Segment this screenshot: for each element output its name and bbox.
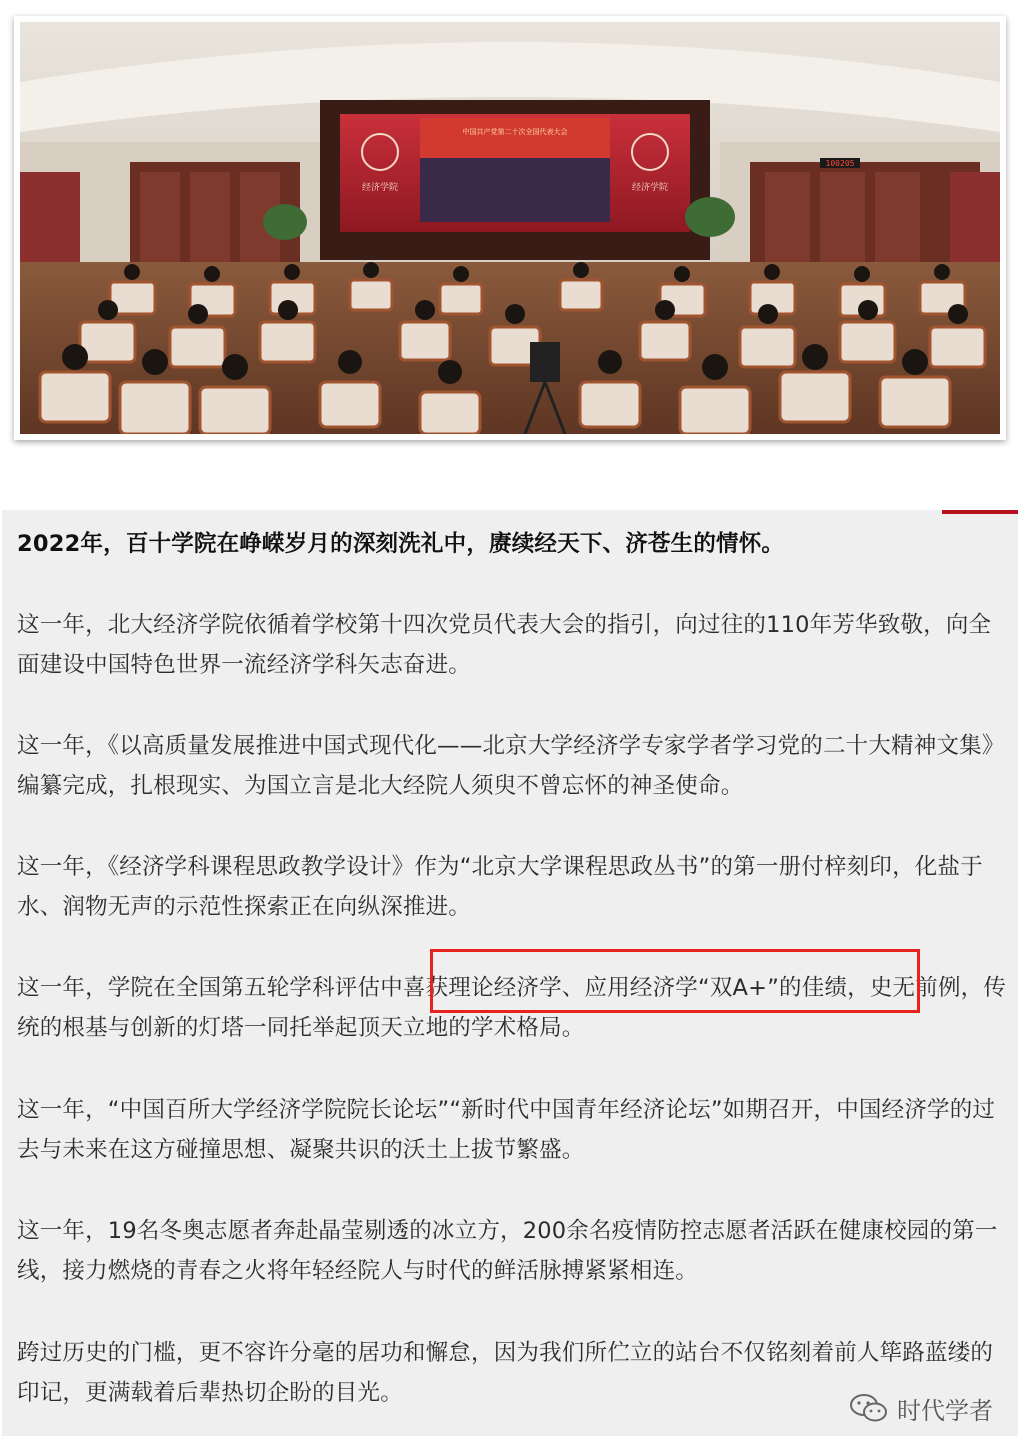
screen-right-logo-text: 经济学院: [631, 183, 669, 193]
wechat-watermark: [849, 1390, 993, 1426]
header-photo-frame: [14, 16, 1006, 440]
article-paragraph: 这一年，19名冬奥志愿者奔赴晶莹剔透的冰立方，200余名疫情防控志愿者活跃在健康校园的第一线，接力燃烧的青春之火将年轻经院人与时代的鲜活脉搏紧紧相连。: [17, 1218, 998, 1284]
article-body: [2, 510, 1018, 1436]
article-paragraph: 跨过历史的门槛，更不容许分毫的居功和懈怠，因为我们所伫立的站台不仅铭刻着前人筚路蓝缕的印记，更满载着后辈热切企盼的目光。: [17, 1340, 994, 1406]
lecture-hall-photo: [20, 22, 1000, 434]
room-sign-text: 100205: [825, 159, 855, 168]
article-paragraph: 这一年，《经济学科课程思政教学设计》作为“北京大学课程思政丛书”的第一册付梓刻印，化盐于水、润物无声的示范性探索正在向纵深推进。: [17, 854, 983, 920]
watermark-text: 时代学者: [897, 1396, 993, 1425]
accent-bar: [942, 510, 1018, 514]
screen-banner-text: 中国共产党第二十次全国代表大会: [462, 128, 568, 136]
article-paragraph: 这一年，《以高质量发展推进中国式现代化——北京大学经济学专家学者学习党的二十大精神文集》编纂完成，扎根现实、为国立言是北大经院人须臾不曾忘怀的神圣使命。: [17, 733, 1005, 799]
highlight-annotation-box: [430, 949, 920, 1013]
article-paragraph: 这一年，学院在全国第五轮学科评估中喜获理论经济学、应用经济学“双A+”的佳绩，史无前例，传统的根基与创新的灯塔一同托举起顶天立地的学术格局。: [17, 975, 1007, 1041]
article-paragraph: 这一年，北大经济学院依循着学校第十四次党员代表大会的指引，向过往的110年芳华致敬，向全面建设中国特色世界一流经济学科矢志奋进。: [17, 612, 992, 678]
screen-left-logo-text: 经济学院: [361, 183, 399, 193]
wechat-icon: [849, 1392, 889, 1424]
article-lead-paragraph: 2022年，百十学院在峥嵘岁月的深刻洗礼中，赓续经天下、济苍生的情怀。: [17, 531, 785, 557]
article-paragraph: 这一年，“中国百所大学经济学院院长论坛”“新时代中国青年经济论坛”如期召开，中国经济学的过去与未来在这方碰撞思想、凝聚共识的沃土上拔节繁盛。: [17, 1097, 996, 1163]
